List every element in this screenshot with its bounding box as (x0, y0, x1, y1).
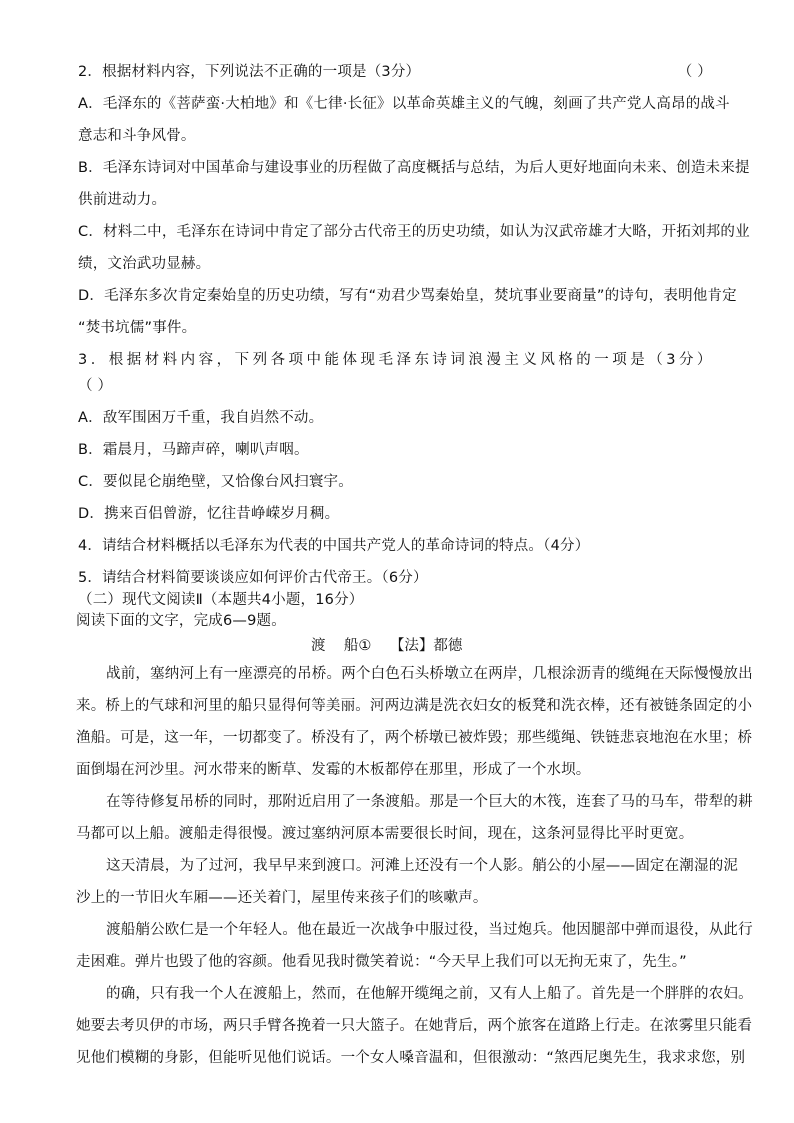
question-2-option-d-cont: “焚书坑儒”事件。 (78, 320, 197, 336)
question-3-stem-char: 3 (78, 352, 88, 368)
question-3-answer-paren: （ ） (78, 378, 113, 394)
question-2-option-a: A．毛泽东的《菩萨蛮·大柏地》和《七律·长征》以革命英雄主义的气魄，刻画了共产党人高昂的战斗 (78, 96, 730, 112)
question-5: 5．请结合材料简要谈谈应如何评价古代帝王。（6分） (78, 570, 428, 586)
section-header: （二）现代文阅读Ⅱ（本题共4小题，16分） (78, 592, 364, 608)
passage-title: 渡 船① 【法】都德 (311, 638, 463, 654)
question-3-stem-char: 漫 (486, 352, 502, 368)
question-3-stem-char: 格 (558, 352, 574, 368)
passage-paragraph-2-line-1: 在等待修复吊桥的同时，那附近启用了一条渡船。那是一个巨大的木筏，连套了马的马车，带犁的耕 (106, 794, 753, 810)
question-2-stem-line (78, 62, 712, 82)
question-3-option-b: B．霜晨月，马蹄声碎，喇叭声咽。 (78, 442, 309, 458)
question-3-stem-char: 各 (270, 352, 286, 368)
question-3-stem-char: 一 (594, 352, 609, 368)
question-3-stem-char: 的 (576, 352, 591, 368)
passage-paragraph-5-line-2: 她要去考贝伊的市场，两只手臂各挽着一只大篮子。在她背后，两个旅客在道路上行走。在浓雾里只能看 (76, 1018, 753, 1034)
question-3-stem-char: 容 (198, 352, 214, 368)
question-3-stem-char: 义 (522, 352, 538, 368)
passage-paragraph-1-line-4: 面倒塌在河沙里。河水带来的断草、发霉的木板都停在那里，形成了一个水坝。 (76, 762, 591, 778)
question-3-stem-char: 是 (630, 352, 645, 368)
question-3-stem-char: 内 (180, 352, 196, 368)
question-3-stem-char: 泽 (396, 352, 412, 368)
question-3-stem-char: ． (90, 352, 106, 368)
question-3-stem-char: 料 (162, 352, 178, 368)
passage-paragraph-4-line-2: 走困难。弹片也毁了他的容颜。他看见我时微笑着说：“今天早上我们可以无拘无束了，先生。” (76, 954, 687, 970)
question-3-stem-char: 能 (324, 352, 340, 368)
question-3-stem (78, 350, 712, 370)
question-3-stem-char: 诗 (432, 352, 448, 368)
question-3-stem-char: 词 (450, 352, 466, 368)
question-2-option-b-cont: 供前进动力。 (78, 192, 167, 208)
section-instruction: 阅读下面的文字，完成6—9题。 (76, 613, 286, 629)
question-2-option-c: C．材料二中，毛泽东在诗词中肯定了部分古代帝王的历史功绩，如认为汉武帝雄才大略，开拓刘邦的业 (78, 224, 750, 240)
question-3-stem-char: ， (216, 352, 232, 368)
passage-paragraph-5-line-1: 的确，只有我一个人在渡船上，然而，在他解开缆绳之前，又有人上船了。首先是一个胖胖的农妇。 (106, 986, 753, 1002)
question-3-stem-char: 据 (126, 352, 142, 368)
question-3-stem-char: 分 (678, 352, 694, 368)
passage-paragraph-3-line-2: 沙上的一节旧火车厢——还关着门，屋里传来孩子们的咳嗽声。 (76, 890, 488, 906)
question-3-stem-char: 下 (234, 352, 250, 368)
passage-paragraph-1-line-3: 渔船。可是，这一年，一切都变了。桥没有了，两个桥墩已被炸毁；那些缆绳、铁链悲哀地泡在水里；桥 (76, 730, 753, 746)
passage-paragraph-5-line-3: 见他们模糊的身影，但能听见他们说话。一个女人嗓音温和，但很激动：“煞西尼奥先生，我求求您，别 (76, 1050, 746, 1066)
question-3-stem-char: 主 (504, 352, 520, 368)
question-3-stem-char: 现 (360, 352, 376, 368)
question-3-option-d: D．携来百侣曾游，忆往昔峥嵘岁月稠。 (78, 506, 340, 522)
question-4: 4．请结合材料概括以毛泽东为代表的中国共产党人的革命诗词的特点。（4分） (78, 538, 590, 554)
question-3-stem-char: ） (696, 352, 712, 368)
question-3-stem-char: 3 (666, 352, 676, 368)
question-3-stem-char: 根 (108, 352, 124, 368)
question-3-stem-char: 材 (144, 352, 160, 368)
passage-paragraph-1-line-2: 来。桥上的气球和河里的船只显得何等美丽。河两边满是洗衣妇女的板凳和洗衣棒，还有被链条固定的小 (76, 698, 753, 714)
question-3-stem-char: 列 (252, 352, 268, 368)
question-2-option-d: D．毛泽东多次肯定秦始皇的历史功绩，写有“劝君少骂秦始皇，焚坑事业要商量”的诗句，表明他肯定 (78, 288, 737, 304)
question-3-stem-char: 东 (414, 352, 430, 368)
question-3-stem-char: 风 (540, 352, 556, 368)
question-3-stem-char: 毛 (378, 352, 394, 368)
passage-paragraph-2-line-2: 马都可以上船。渡船走得很慢。渡过塞纳河原本需要很长时间，现在，这条河显得比平时更宽。 (76, 826, 694, 842)
passage-paragraph-4-line-1: 渡船艄公欧仁是一个年轻人。他在最近一次战争中服过役，当过炮兵。他因腿部中弹而退役，从此行 (106, 922, 753, 938)
question-3-stem-char: 浪 (468, 352, 484, 368)
question-2-option-c-cont: 绩，文治武功显赫。 (78, 256, 211, 272)
question-2-answer-paren: （ ） (677, 64, 712, 80)
question-2-option-a-cont: 意志和斗争风骨。 (78, 128, 196, 144)
question-3-stem-char: 项 (612, 352, 627, 368)
question-2-option-b: B．毛泽东诗词对中国革命与建设事业的历程做了高度概括与总结，为后人更好地面向未来、创造未来提 (78, 160, 750, 176)
question-3-stem-char: 中 (306, 352, 322, 368)
question-3-option-a: A．敌军围困万千重，我自岿然不动。 (78, 410, 324, 426)
passage-paragraph-3-line-1: 这天清晨，为了过河，我早早来到渡口。河滩上还没有一个人影。艄公的小屋——固定在潮湿的泥 (106, 858, 739, 874)
question-3-option-c: C．要似昆仑崩绝壁，又恰像台风扫寰宇。 (78, 474, 353, 490)
question-2-stem: 2．根据材料内容，下列说法不正确的一项是（3分） (78, 64, 421, 80)
passage-paragraph-1-line-1: 战前，塞纳河上有一座漂亮的吊桥。两个白色石头桥墩立在两岸，几根涂沥青的缆绳在天际慢慢放出 (106, 666, 753, 682)
question-3-stem-char: 项 (288, 352, 304, 368)
question-3-stem-char: 体 (342, 352, 358, 368)
question-3-stem-char: （ (648, 352, 663, 368)
